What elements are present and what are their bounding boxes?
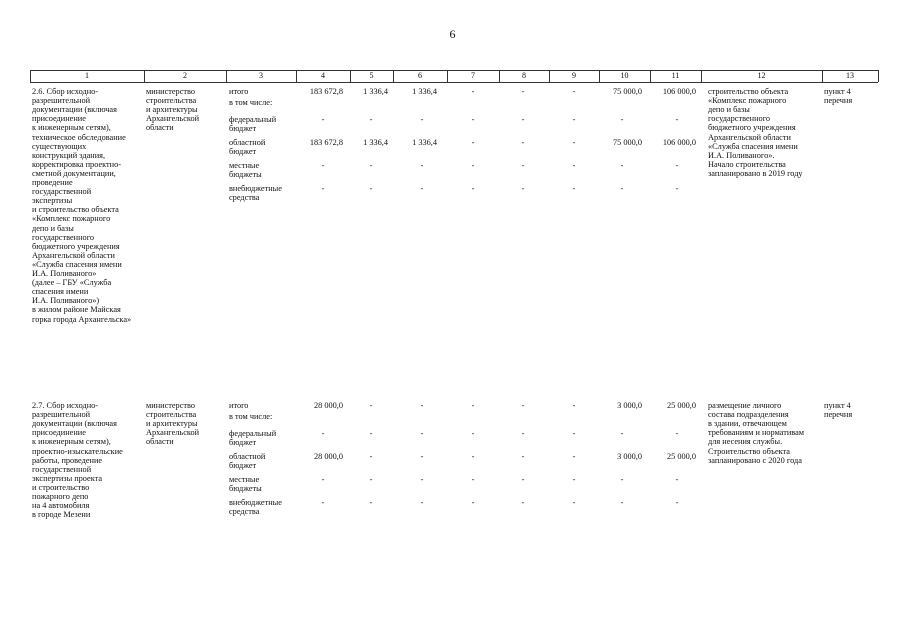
value-cell: - (675, 498, 679, 507)
value-cell: 106 000,0 (662, 138, 696, 147)
value-cell: - (471, 429, 475, 438)
row-name-line: документации (включая (32, 105, 117, 115)
value-cell: - (471, 498, 475, 507)
result-line: Архангельской области (708, 132, 791, 142)
source-label: бюджет (229, 124, 257, 134)
row-name-line: к инженерным сетям), (32, 123, 111, 133)
value-cell: 28 000,0 (313, 401, 343, 410)
value-cell: - (521, 452, 525, 461)
row-name-line: и строительство (32, 482, 90, 492)
header-cell-9: 9 (572, 71, 576, 80)
source-label: федеральный (229, 429, 277, 438)
header-cell-6: 6 (418, 71, 422, 80)
value-cell: - (471, 138, 475, 147)
source-label: бюджеты (229, 484, 262, 494)
executor-line: министерство (146, 401, 196, 410)
value-cell: 25 000,0 (666, 452, 696, 461)
value-cell: - (471, 401, 475, 410)
row-name-line: существующих (32, 141, 87, 151)
executor-line: Архангельской (146, 114, 200, 124)
result-line: размещение личного (708, 401, 782, 410)
row-name-line: сметной документации, (32, 168, 116, 178)
value-cell: - (420, 475, 424, 484)
header-cell-13: 13 (846, 71, 854, 80)
source-label: бюджет (229, 147, 257, 157)
value-cell: - (521, 498, 525, 507)
value-cell: - (620, 161, 624, 170)
executor-line: министерство (146, 87, 196, 96)
result-line: строительство объекта (708, 87, 789, 96)
source-label: итого (229, 401, 249, 410)
value-cell: - (369, 452, 373, 461)
value-cell: - (521, 138, 525, 147)
value-cell: - (321, 115, 325, 124)
value-cell: - (369, 401, 373, 410)
row-name-line: проектно-изыскательские (32, 446, 123, 456)
row-name-line: 2.6. Сбор исходно- (32, 87, 99, 96)
header-cell-1: 1 (85, 71, 89, 80)
source-label: бюджет (229, 438, 257, 448)
value-cell: 75 000,0 (612, 138, 642, 147)
header-cell-10: 10 (620, 71, 629, 80)
result-line: депо и базы (708, 105, 750, 115)
value-cell: 106 000,0 (662, 87, 696, 96)
value-cell: - (471, 475, 475, 484)
value-cell: - (321, 429, 325, 438)
result-line: запланировано с 2020 года (708, 455, 802, 465)
value-cell: - (321, 475, 325, 484)
executor-line: Архангельской (146, 428, 200, 438)
value-cell: - (572, 498, 576, 507)
value-cell: 1 336,4 (363, 138, 388, 147)
value-cell: - (620, 429, 624, 438)
value-cell: 183 672,8 (309, 87, 343, 96)
value-cell: 1 336,4 (412, 87, 437, 96)
row-name-line: и строительство объекта (32, 205, 119, 215)
value-cell: - (420, 401, 424, 410)
result-line: «Комплекс пожарного (708, 96, 787, 106)
value-cell: - (471, 161, 475, 170)
value-cell: 28 000,0 (313, 452, 343, 461)
source-label: итого (229, 87, 249, 96)
value-cell: - (420, 161, 424, 170)
value-cell: - (369, 115, 373, 124)
row-name-line: на 4 автомобиля (32, 501, 90, 511)
header-cell-7: 7 (471, 71, 475, 80)
value-cell: - (369, 498, 373, 507)
source-label: местные (229, 161, 260, 170)
value-cell: - (521, 161, 525, 170)
row-name-line: к инженерным сетям), (32, 437, 111, 447)
source-label: средства (229, 193, 260, 203)
value-cell: - (521, 429, 525, 438)
reference-line: перечня (824, 410, 853, 420)
value-cell: - (572, 452, 576, 461)
value-cell: - (471, 452, 475, 461)
row-name-line: «Служба спасения имени (32, 259, 122, 269)
value-cell: - (369, 429, 373, 438)
row-name-line: в жилом районе Майская (32, 305, 121, 315)
row-name-line: государственной (32, 187, 92, 197)
value-cell: - (420, 429, 424, 438)
page-number: 6 (449, 27, 456, 41)
value-cell: - (420, 452, 424, 461)
value-cell: - (420, 115, 424, 124)
result-line: запланировано в 2019 году (708, 168, 803, 178)
header-cell-3: 3 (259, 71, 263, 80)
row-name-line: бюджетного учреждения (32, 241, 120, 251)
row-name-line: документации (включая (32, 419, 117, 429)
header-cell-8: 8 (522, 71, 526, 80)
header-rule (30, 82, 878, 83)
value-cell: - (471, 87, 475, 96)
value-cell: - (521, 401, 525, 410)
reference-line: пункт 4 (824, 87, 851, 96)
value-cell: - (369, 475, 373, 484)
value-cell: - (572, 87, 576, 96)
value-cell: - (572, 429, 576, 438)
source-label: федеральный (229, 115, 277, 124)
row-name-line: техническое обследование (32, 132, 126, 142)
row-name-line: экспертизы (32, 196, 73, 206)
value-cell: 1 336,4 (363, 87, 388, 96)
source-label: бюджеты (229, 170, 262, 180)
result-line: государственного (708, 114, 771, 124)
source-label: средства (229, 507, 260, 517)
value-cell: - (620, 115, 624, 124)
source-label: внебюджетные (229, 184, 282, 193)
value-cell: - (369, 161, 373, 170)
reference-line: перечня (824, 96, 853, 106)
source-label: областной (229, 138, 266, 147)
row-name-line: горка города Архангельска» (32, 314, 132, 324)
source-label: бюджет (229, 461, 257, 471)
reference-line: пункт 4 (824, 401, 851, 410)
row-name-line: (далее – ГБУ «Служба (32, 278, 112, 288)
value-cell: - (420, 498, 424, 507)
value-cell: 183 672,8 (309, 138, 343, 147)
row-name-line: работы, проведение (32, 455, 103, 465)
row-name-line: 2.7. Сбор исходно- (32, 401, 99, 410)
row-name-line: присоединение (32, 428, 86, 438)
value-cell: - (321, 161, 325, 170)
header-divider (878, 70, 879, 82)
value-cell: - (521, 87, 525, 96)
executor-line: и архитектуры (146, 105, 198, 115)
row-name-line: экспертизы проекта (32, 473, 103, 483)
result-line: Начало строительства (708, 159, 786, 169)
value-cell: - (572, 138, 576, 147)
header-cell-11: 11 (671, 71, 680, 80)
row-name-line: И.А. Поливаного» (32, 269, 97, 278)
row-name-line: «Комплекс пожарного (32, 214, 111, 224)
executor-line: области (146, 437, 174, 447)
value-cell: - (321, 498, 325, 507)
value-cell: - (675, 475, 679, 484)
value-cell: 3 000,0 (617, 452, 642, 461)
row-name-line: разрешительной (32, 410, 91, 420)
row-name-line: разрешительной (32, 96, 91, 106)
value-cell: 75 000,0 (612, 87, 642, 96)
value-cell: - (471, 115, 475, 124)
result-line: «Служба спасения имени (708, 141, 798, 151)
row-name-line: депо и базы (32, 223, 74, 233)
value-cell: 25 000,0 (666, 401, 696, 410)
value-cell: - (572, 184, 576, 193)
row-name-line: И.А. Поливаного») (32, 296, 100, 306)
result-line: в здании, отвечающем (708, 419, 787, 429)
result-line: для несения службы. (708, 437, 783, 447)
executor-line: строительства (146, 410, 197, 420)
header-cell-4: 4 (321, 71, 325, 80)
result-line: Строительство объекта (708, 446, 790, 456)
value-cell: - (521, 184, 525, 193)
header-cell-12: 12 (757, 71, 766, 80)
value-cell: - (321, 184, 325, 193)
value-cell: - (420, 184, 424, 193)
executor-line: строительства (146, 96, 197, 106)
row-name-line: проведение (32, 178, 73, 187)
result-line: требованиям и нормативам (708, 428, 805, 438)
row-name-line: Архангельской области (32, 250, 115, 260)
row-name-line: пожарного депо (32, 492, 89, 501)
value-cell: - (620, 184, 624, 193)
header-cell-5: 5 (369, 71, 374, 80)
source-label: местные (229, 475, 260, 484)
value-cell: - (521, 475, 525, 484)
value-cell: - (572, 401, 576, 410)
value-cell: - (521, 115, 525, 124)
header-cell-2: 2 (183, 71, 187, 80)
row-name-line: государственной (32, 464, 92, 474)
result-line: состава подразделения (708, 410, 789, 420)
value-cell: 3 000,0 (617, 401, 642, 410)
value-cell: - (675, 115, 679, 124)
value-cell: - (675, 429, 679, 438)
row-name-line: государственного (32, 232, 95, 242)
row-name-line: корректировка проектно- (32, 159, 122, 169)
result-line: бюджетного учреждения (708, 123, 796, 133)
source-label: внебюджетные (229, 498, 282, 507)
value-cell: - (572, 475, 576, 484)
executor-line: области (146, 123, 174, 133)
value-cell: - (572, 161, 576, 170)
value-cell: 1 336,4 (412, 138, 437, 147)
executor-line: и архитектуры (146, 419, 198, 429)
source-label: в том числе: (229, 98, 273, 107)
value-cell: - (620, 475, 624, 484)
row-name-line: спасения имени (32, 287, 89, 297)
value-cell: - (369, 184, 373, 193)
source-label: в том числе: (229, 412, 273, 421)
row-name-line: конструкций здания, (32, 150, 106, 160)
value-cell: - (620, 498, 624, 507)
result-line: И.А. Поливаного». (708, 150, 775, 160)
row-name-line: присоединение (32, 114, 86, 124)
value-cell: - (675, 161, 679, 170)
row-name-line: в городе Мезени (32, 510, 91, 520)
value-cell: - (675, 184, 679, 193)
value-cell: - (471, 184, 475, 193)
source-label: областной (229, 452, 266, 461)
value-cell: - (572, 115, 576, 124)
